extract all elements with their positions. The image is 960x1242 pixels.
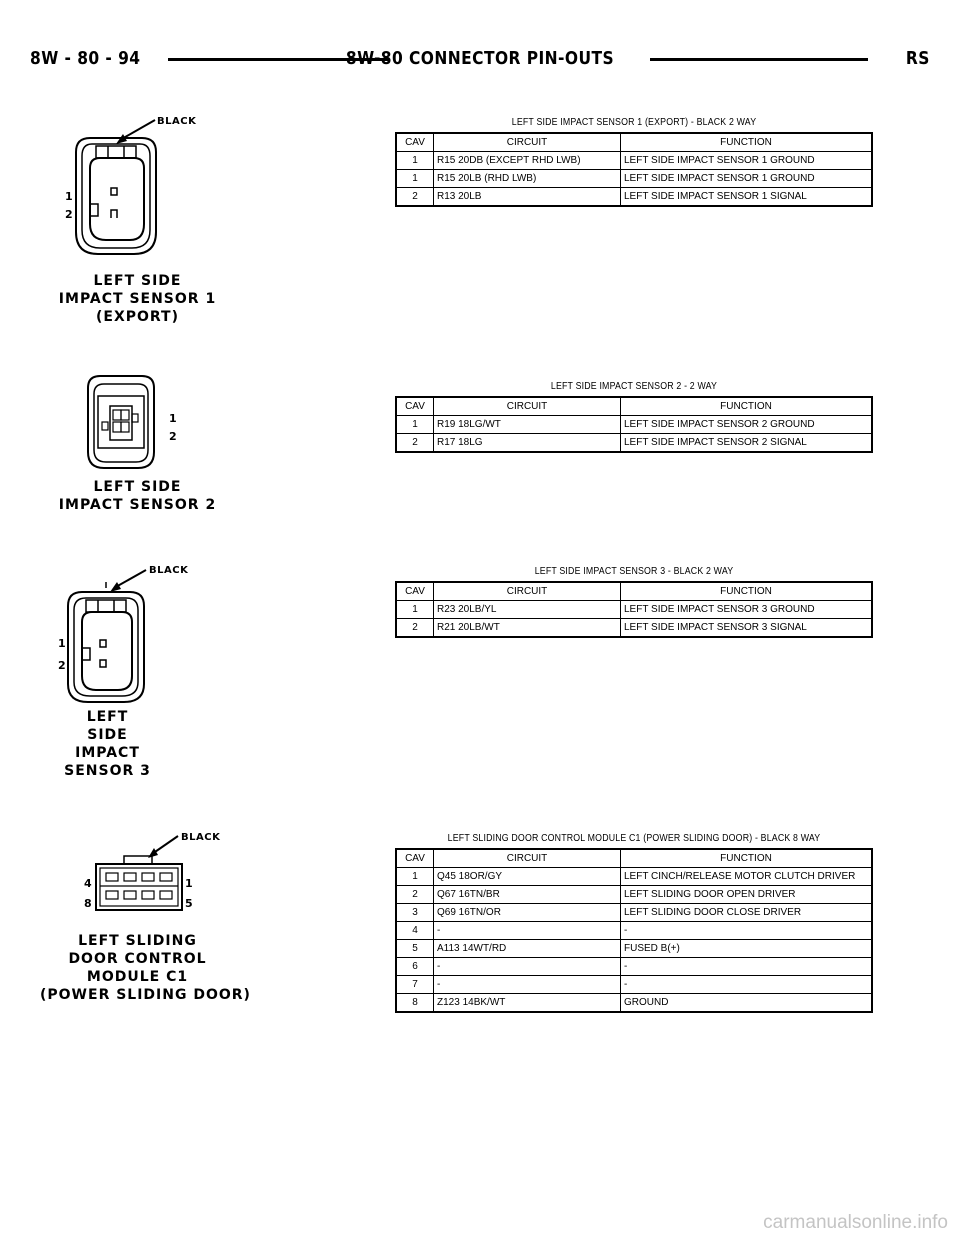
function-cell: LEFT SIDE IMPACT SENSOR 1 GROUND: [621, 170, 873, 188]
page-header: [30, 44, 930, 74]
circuit-cell: -: [434, 922, 621, 940]
cav-cell: 2: [396, 188, 434, 207]
function-cell: -: [621, 958, 873, 976]
connector-label-line: LEFT SIDE: [93, 479, 182, 495]
pin-label: 1: [58, 637, 66, 650]
table-row: [396, 868, 872, 886]
column-header-cav: CAV: [396, 849, 434, 868]
connector-label-line: IMPACT SENSOR 1: [58, 291, 217, 307]
connector-drawing-impact-sensor-1: [60, 112, 170, 262]
pin-label: 4: [84, 877, 92, 890]
circuit-cell: Q69 16TN/OR: [434, 904, 621, 922]
circuit-cell: R17 18LG: [434, 434, 621, 453]
column-header-function: FUNCTION: [621, 133, 873, 152]
circuit-cell: Q45 18OR/GY: [434, 868, 621, 886]
circuit-cell: -: [434, 976, 621, 994]
pin-label: 2: [65, 208, 73, 221]
pin-label: 2: [169, 430, 177, 443]
circuit-cell: R15 20LB (RHD LWB): [434, 170, 621, 188]
connector-color-label: BLACK: [181, 832, 221, 843]
connector-label-line: (EXPORT): [95, 309, 180, 325]
column-header-circuit: CIRCUIT: [434, 849, 621, 868]
connector-label-line: IMPACT SENSOR 2: [58, 497, 217, 513]
circuit-cell: R23 20LB/YL: [434, 601, 621, 619]
model-code: RS: [906, 48, 930, 69]
function-cell: LEFT SIDE IMPACT SENSOR 3 SIGNAL: [621, 619, 873, 638]
table-row: [396, 886, 872, 904]
table-row: [396, 940, 872, 958]
table-row: [396, 994, 872, 1013]
function-cell: LEFT SIDE IMPACT SENSOR 3 GROUND: [621, 601, 873, 619]
cav-cell: 2: [396, 886, 434, 904]
table-header-row: [396, 397, 872, 416]
watermark-link[interactable]: carmanualsonline.info: [763, 1212, 948, 1233]
column-header-circuit: CIRCUIT: [434, 133, 621, 152]
header-rule-right: [650, 58, 868, 61]
connector-label: [40, 478, 235, 514]
column-header-cav: CAV: [396, 133, 434, 152]
circuit-cell: Z123 14BK/WT: [434, 994, 621, 1013]
table-row: [396, 904, 872, 922]
pin-label: 1: [65, 190, 73, 203]
circuit-cell: Q67 16TN/BR: [434, 886, 621, 904]
connector-label-line: LEFT SLIDING: [78, 933, 197, 949]
connector-drawing-sliding-door-module-c1: [90, 828, 190, 918]
connector-label-line: SIDE: [87, 727, 128, 743]
function-cell: LEFT SLIDING DOOR OPEN DRIVER: [621, 886, 873, 904]
pinout-table-impact-sensor-2: [395, 380, 873, 453]
connector-label: [40, 708, 175, 780]
table-row: [396, 619, 872, 638]
cav-cell: 7: [396, 976, 434, 994]
function-cell: LEFT SIDE IMPACT SENSOR 1 SIGNAL: [621, 188, 873, 207]
connector-label-line: (POWER SLIDING DOOR): [40, 987, 251, 1003]
cav-cell: 5: [396, 940, 434, 958]
connector-label-line: SENSOR 3: [64, 763, 151, 779]
cav-cell: 1: [396, 868, 434, 886]
connector-drawing-impact-sensor-2: [82, 372, 162, 472]
pin-label: 5: [185, 897, 193, 910]
cav-cell: 1: [396, 152, 434, 170]
table-title: LEFT SIDE IMPACT SENSOR 2 - 2 WAY: [550, 381, 718, 392]
pin-label: 8: [84, 897, 92, 910]
section-title: 8W-80 CONNECTOR PIN-OUTS: [345, 48, 615, 69]
circuit-cell: R15 20DB (EXCEPT RHD LWB): [434, 152, 621, 170]
column-header-function: FUNCTION: [621, 849, 873, 868]
function-cell: LEFT CINCH/RELEASE MOTOR CLUTCH DRIVER: [621, 868, 873, 886]
cav-cell: 6: [396, 958, 434, 976]
function-cell: LEFT SLIDING DOOR CLOSE DRIVER: [621, 904, 873, 922]
table-row: [396, 188, 872, 207]
table-row: [396, 958, 872, 976]
table-title: LEFT SLIDING DOOR CONTROL MODULE C1 (POWER SLIDING DOOR) - BLACK 8 WAY: [447, 833, 821, 844]
cav-cell: 8: [396, 994, 434, 1013]
table-row: [396, 601, 872, 619]
table-row: [396, 152, 872, 170]
pin-label: 1: [169, 412, 177, 425]
circuit-cell: R13 20LB: [434, 188, 621, 207]
cav-cell: 3: [396, 904, 434, 922]
function-cell: -: [621, 976, 873, 994]
connector-label-line: MODULE C1: [86, 969, 189, 985]
connector-label-line: LEFT: [86, 709, 129, 725]
column-header-circuit: CIRCUIT: [434, 397, 621, 416]
table-row: [396, 976, 872, 994]
table-header-row: [396, 133, 872, 152]
table-title: LEFT SIDE IMPACT SENSOR 1 (EXPORT) - BLACK 2 WAY: [511, 117, 757, 128]
connector-drawing-impact-sensor-3: [56, 562, 160, 712]
table-header-row: [396, 849, 872, 868]
column-header-circuit: CIRCUIT: [434, 582, 621, 601]
connector-color-label: BLACK: [149, 565, 189, 576]
column-header-cav: CAV: [396, 397, 434, 416]
connector-label-line: DOOR CONTROL: [68, 951, 207, 967]
circuit-cell: R21 20LB/WT: [434, 619, 621, 638]
connector-label-line: IMPACT: [75, 745, 140, 761]
function-cell: LEFT SIDE IMPACT SENSOR 2 GROUND: [621, 416, 873, 434]
circuit-cell: -: [434, 958, 621, 976]
table-row: [396, 434, 872, 453]
page-reference: 8W - 80 - 94: [30, 48, 141, 69]
table-row: [396, 416, 872, 434]
circuit-cell: A113 14WT/RD: [434, 940, 621, 958]
connector-label: [40, 272, 235, 326]
function-cell: FUSED B(+): [621, 940, 873, 958]
function-cell: -: [621, 922, 873, 940]
cav-cell: 1: [396, 601, 434, 619]
pinout-table-impact-sensor-1: [395, 116, 873, 207]
table-row: [396, 170, 872, 188]
cav-cell: 2: [396, 619, 434, 638]
pin-label: 1: [185, 877, 193, 890]
function-cell: LEFT SIDE IMPACT SENSOR 2 SIGNAL: [621, 434, 873, 453]
pin-label: 2: [58, 659, 66, 672]
connector-label-line: LEFT SIDE: [93, 273, 182, 289]
cav-cell: 4: [396, 922, 434, 940]
column-header-function: FUNCTION: [621, 582, 873, 601]
circuit-cell: R19 18LG/WT: [434, 416, 621, 434]
table-header-row: [396, 582, 872, 601]
table-row: [396, 922, 872, 940]
function-cell: GROUND: [621, 994, 873, 1013]
connector-color-label: BLACK: [157, 116, 197, 127]
pinout-table-sliding-door-module-c1: [395, 832, 873, 1013]
table-title: LEFT SIDE IMPACT SENSOR 3 - BLACK 2 WAY: [534, 566, 734, 577]
cav-cell: 1: [396, 170, 434, 188]
cav-cell: 1: [396, 416, 434, 434]
cav-cell: 2: [396, 434, 434, 453]
function-cell: LEFT SIDE IMPACT SENSOR 1 GROUND: [621, 152, 873, 170]
connector-label: [40, 932, 251, 1004]
column-header-function: FUNCTION: [621, 397, 873, 416]
pinout-table-impact-sensor-3: [395, 565, 873, 638]
column-header-cav: CAV: [396, 582, 434, 601]
